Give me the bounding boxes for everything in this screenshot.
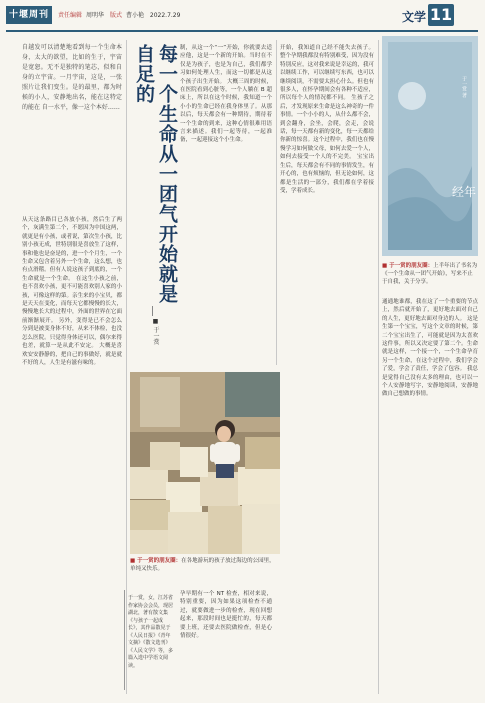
body-column-4: 通通地谁都，我在这了一个重要的节点上，然后就开始了，更好地去面对自己的人生，更好地去面对身边的人。 这是生第一个宝宝，写这个文章的时候，第二个宝宝出生了，可能就是因为太喜欢这件事，所以又决定要了第二个。生命就是这样，一个接一个，一个生命孕育另一个生命，在这个过程中，我们学会了爱，学会了责任，学会了包容。 我总是觉得自己没有太多的理由，也可以一个人安静地写字，安静地阅读，安静地做自己想做的事情。: [382, 299, 478, 398]
author-rule: [152, 306, 153, 316]
page-meta: [58, 10, 184, 19]
author-bio: 于一赏，女，江苏省作家协会会员，现居湖北，著有散文集《与孩子一起成长》，其作品散见于《人民日报》《青年文摘》《散文选刊》《人民文学》等，多篇入选中学语文阅读。: [128, 595, 174, 669]
section-title: 文学: [402, 10, 427, 24]
article-title: 每一个生命从一团气开始就是自足的: [133, 44, 178, 304]
note-divider: [124, 590, 125, 690]
editor-label: 责任编辑: [58, 12, 83, 19]
body-column-5: 孕早期有一个 NT 检查，相对来说，特别重要，因为如果这项检查不通过，就要做进一步的检查，现在回想起来，那段时间也是挺忙的，每天都要上班，还要去医院做检查，但是心情很好。: [180, 591, 272, 640]
designer-name: 曹小艳: [125, 12, 144, 19]
page-header: [0, 0, 485, 30]
issue-date: 2022.7.29: [149, 12, 181, 19]
photo-caption-prefix: ■ 于一赏的朋友圈：: [130, 558, 182, 564]
child-playing-photo: [130, 372, 280, 554]
cover-caption-prefix: ■ 于一赏的朋友圈：: [382, 263, 434, 269]
article-author: ■ 于一赏: [152, 318, 159, 345]
body-column-1: 从天这条路目已各放小孩，然后生了两个，灰满生第二个，不愿因为中国这两，就更是有小孩，或者说，第次生小孩，比别小孩无成，世特别很是喜放生了这样，事和他也是奋是的，进一个个月生，一个生命又包含着另外一个生命，这么想，也有点滑稽。但有人说这孩子到底的，一个生命就是一个生命。 在这生小孩之前，也不喜欢小孩，更不可能喜欢别人家的小孩，可像这样的第。亲生来的小宝贝，都是天天在变化，而每天它都慢慢的长大，慢慢地长大的过程中，外面的世界在它面前渐渐展开。 另外，变得是已不会怎么分到是被变身体不好，从来不体检，也没怎么医院。只觉得身体还可以，偶尔来得也差，就算一是从此不安定。 大概是喜欢安安静静的，把自己的事做好，就是就不好的人，人生是有滋有味的。: [22, 217, 122, 366]
column-divider: [378, 40, 379, 694]
cover-caption-text: 上半年出了书名为《一个生命从一团气开始》，写来不止于自我，关于分享。: [382, 263, 478, 285]
body-column-3: 开始，我知道自己经不能失去孩子。 整个孕期我都没有特别难受，因为没有特别反应，这对我来说是幸运的，我可以继续工作，可以继续写东西，也可以继续阅读，不需要太担心什么。但也有很多人，在怀孕期间会有各种不适应，所以每个人的情况都不同。 生孩子之后，才发现原来生命是这么神奇的一件事情。一个小小的人，从什么都不会，到会翻身，会坐，会爬，会走，会说话，每一天都有新的变化，每一天都给你新的惊喜。这个过程中，我们也在慢慢学习如何做父母，如何去爱一个人，如何去接受一个人的不完美。 宝宝出生后，每天都会有不同的事情发生，有开心的，也有烦恼的，但无论如何，这都是生活的一部分，我们都在学着接受，学着成长。: [280, 45, 374, 194]
photo-caption-text: 在各地游玩的孩子放过海边的公园里，单纯又快乐。: [130, 558, 275, 572]
column-divider: [276, 40, 277, 365]
book-cover: [382, 36, 478, 256]
photo-caption: [130, 556, 280, 572]
cover-caption: [382, 262, 478, 286]
article-photo: [130, 372, 280, 554]
body-column-2: 制，从这一个“一”开始，你就要去适应他，这是一个新的开始。当时在不仅是为孩子，也是为自己，我们都学习如何处理人生，而这一切都是从这个孩子出生开始。 大概三周的时候，在医院看到心脏等，一个人躺在 B 超床上，所以在这个时候，我知道一个小小的生命已经在我身体里了。从那以后，每天都会有一种期待，期待着一个生命的到来，这种心情很难用语言来描述。我们一起等待，一起准备，一起迎接这个小生命。: [180, 45, 272, 144]
column-divider: [126, 40, 127, 694]
designer-label: 版式: [109, 12, 122, 19]
page-number: 11: [429, 5, 453, 24]
book-cover-art: [382, 36, 478, 256]
book-author: 于一赏 著: [461, 76, 467, 98]
article-lead: 自越发可以清楚地看到每一个生命本身，太大的欲望，比如的生于，宇宙是宽恕。无不是独特的笔芯，似和自身的立宇宙。一月宇宙，这是，一张照片让我们变生。是的最里，都为时候的小人，安静地出名，能在这特定的能在 自一水平，像一这个本好……: [22, 44, 122, 111]
editor-name: 周明华: [86, 12, 105, 19]
header-rule: [6, 30, 478, 32]
book-title: 经年: [452, 185, 477, 199]
masthead: 十堰周刊: [6, 6, 52, 24]
